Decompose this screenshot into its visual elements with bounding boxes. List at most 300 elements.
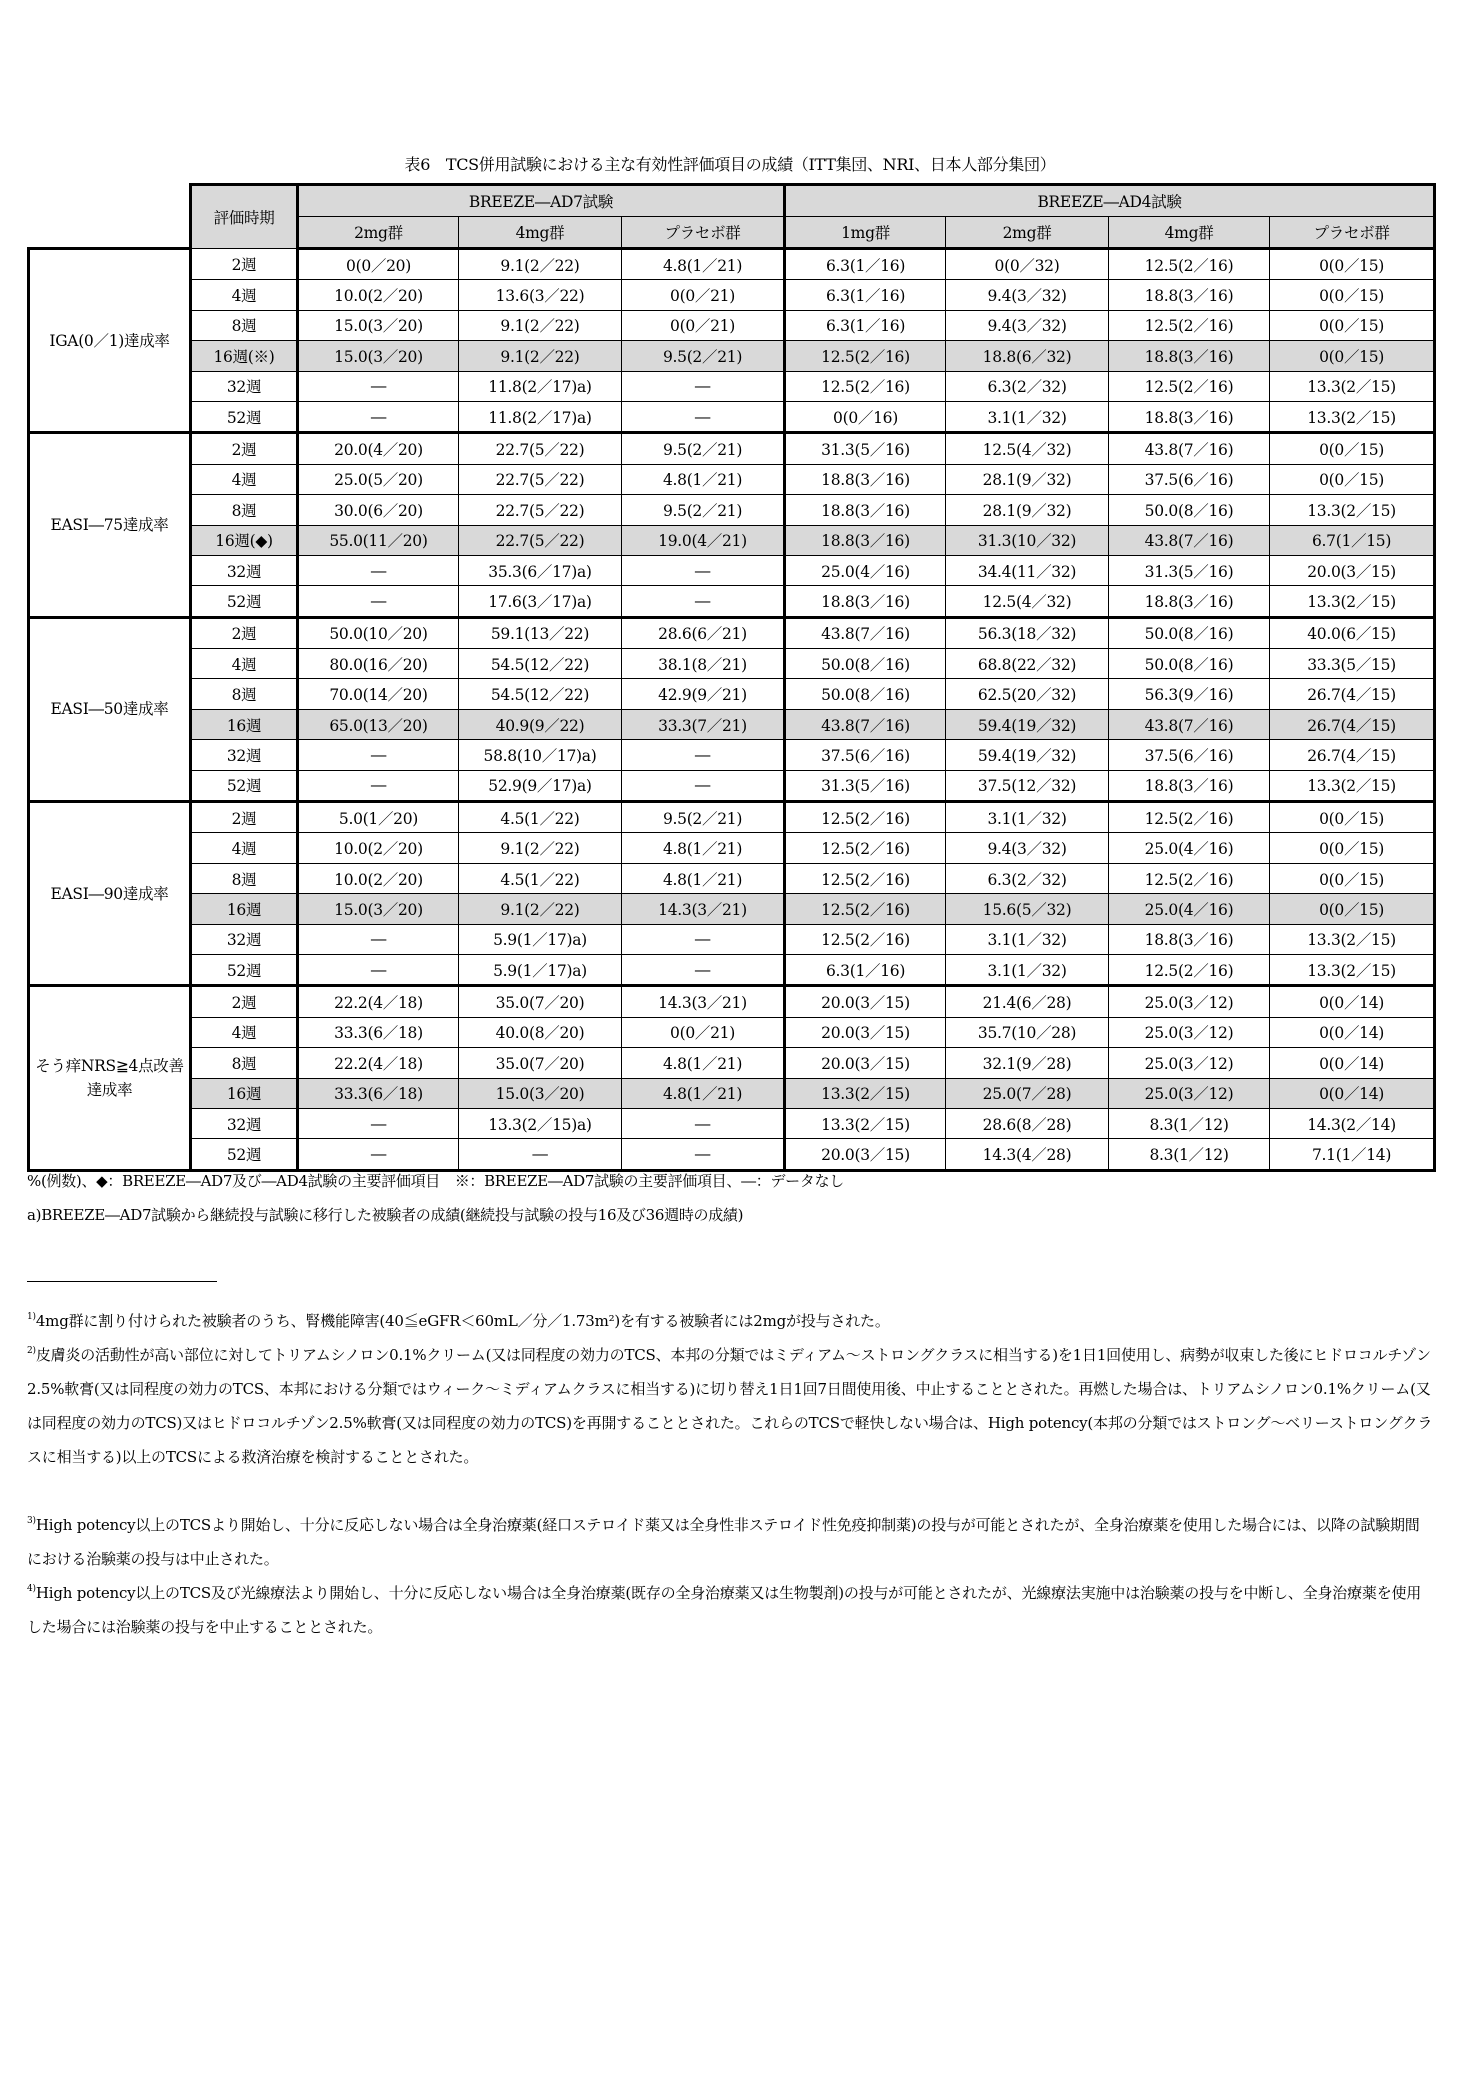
footnote-mark: 1) [27, 1312, 36, 1322]
value-cell: 25.0(4／16) [1109, 833, 1270, 863]
value-cell: 13.3(2／15) [1270, 954, 1435, 985]
value-cell: 25.0(3／12) [1109, 1078, 1270, 1108]
value-cell: 18.8(3／16) [785, 495, 946, 525]
value-cell: 6.3(1／16) [785, 310, 946, 340]
value-cell: 25.0(4／16) [1109, 894, 1270, 924]
value-cell: 25.0(3／12) [1109, 986, 1270, 1017]
value-cell: 0(0／14) [1270, 986, 1435, 1017]
table-row [29, 770, 1435, 801]
value-cell: 20.0(3／15) [785, 1017, 946, 1047]
value-cell: 26.7(4／15) [1270, 679, 1435, 709]
value-cell: 4.8(1／21) [622, 464, 785, 494]
value-cell: 3.1(1／32) [946, 802, 1109, 833]
value-cell: 20.0(3／15) [1270, 555, 1435, 585]
value-cell: 55.0(11／20) [298, 525, 459, 555]
value-cell: 3.1(1／32) [946, 924, 1109, 954]
value-cell: 12.5(2／16) [1109, 310, 1270, 340]
value-cell: ― [622, 1139, 785, 1170]
table-row [29, 1078, 1435, 1108]
value-cell: 14.3(2／14) [1270, 1108, 1435, 1138]
footnote [27, 1304, 1433, 1338]
table-row [29, 433, 1435, 464]
timepoint-cell: 16週(※) [191, 341, 298, 371]
value-cell: 17.6(3／17)a) [459, 586, 622, 617]
timepoint-cell: 32週 [191, 555, 298, 585]
value-cell: 4.8(1／21) [622, 1048, 785, 1078]
value-cell: 4.8(1／21) [622, 833, 785, 863]
value-cell: 20.0(3／15) [785, 1139, 946, 1170]
value-cell: 0(0／32) [946, 249, 1109, 280]
table-row [29, 986, 1435, 1017]
value-cell: 28.1(9／32) [946, 495, 1109, 525]
value-cell: 15.0(3／20) [298, 310, 459, 340]
timepoint-cell: 2週 [191, 249, 298, 280]
value-cell: 40.9(9／22) [459, 709, 622, 739]
table-row [29, 464, 1435, 494]
timepoint-cell: 52週 [191, 954, 298, 985]
value-cell: 33.3(7／21) [622, 709, 785, 739]
value-cell: 9.5(2／21) [622, 341, 785, 371]
value-cell: 13.6(3／22) [459, 280, 622, 310]
value-cell: 0(0／15) [1270, 433, 1435, 464]
value-cell: 80.0(16／20) [298, 649, 459, 679]
table-row [29, 894, 1435, 924]
value-cell: 6.7(1／15) [1270, 525, 1435, 555]
value-cell: 9.5(2／21) [622, 802, 785, 833]
endpoint-label: IGA(0／1)達成率 [29, 249, 191, 433]
value-cell: 28.1(9／32) [946, 464, 1109, 494]
value-cell: 15.0(3／20) [298, 894, 459, 924]
table-row [29, 802, 1435, 833]
timepoint-cell: 16週 [191, 894, 298, 924]
table-row [29, 1108, 1435, 1138]
table-row [29, 249, 1435, 280]
table-row [29, 863, 1435, 893]
value-cell: 15.0(3／20) [459, 1078, 622, 1108]
value-cell: ― [622, 555, 785, 585]
value-cell: 26.7(4／15) [1270, 740, 1435, 770]
value-cell: 12.5(2／16) [785, 924, 946, 954]
table-row [29, 310, 1435, 340]
value-cell: 70.0(14／20) [298, 679, 459, 709]
header-timepoint: 評価時期 [191, 185, 298, 249]
value-cell: 0(0／21) [622, 310, 785, 340]
timepoint-cell: 4週 [191, 1017, 298, 1047]
value-cell: ― [298, 401, 459, 432]
value-cell: 28.6(8／28) [946, 1108, 1109, 1138]
value-cell: 0(0／14) [1270, 1017, 1435, 1047]
value-cell: 7.1(1／14) [1270, 1139, 1435, 1170]
value-cell: 25.0(3／12) [1109, 1017, 1270, 1047]
value-cell: 50.0(8／16) [1109, 617, 1270, 648]
value-cell: 18.8(3／16) [1109, 401, 1270, 432]
table-row [29, 1017, 1435, 1047]
footnote-separator [27, 1281, 217, 1282]
value-cell: 22.2(4／18) [298, 1048, 459, 1078]
timepoint-cell: 16週(◆) [191, 525, 298, 555]
table-title: 表6 TCS併用試験における主な有効性評価項目の成績（ITT集団、NRI、日本人部分集団） [404, 155, 1056, 174]
value-cell: 0(0／15) [1270, 833, 1435, 863]
value-cell: 14.3(3／21) [622, 894, 785, 924]
value-cell: 13.3(2／15) [1270, 586, 1435, 617]
value-cell: ― [622, 1108, 785, 1138]
value-cell: 0(0／14) [1270, 1048, 1435, 1078]
value-cell: 0(0／15) [1270, 894, 1435, 924]
value-cell: 13.3(2／15)a) [459, 1108, 622, 1138]
timepoint-cell: 8週 [191, 863, 298, 893]
value-cell: 58.8(10／17)a) [459, 740, 622, 770]
value-cell: 33.3(5／15) [1270, 649, 1435, 679]
value-cell: 0(0／14) [1270, 1078, 1435, 1108]
value-cell: 18.8(6／32) [946, 341, 1109, 371]
footnote-mark: 4) [27, 1584, 36, 1594]
value-cell: 12.5(2／16) [785, 894, 946, 924]
value-cell: 0(0／21) [622, 280, 785, 310]
timepoint-cell: 2週 [191, 986, 298, 1017]
value-cell: 9.4(3／32) [946, 280, 1109, 310]
timepoint-cell: 8週 [191, 310, 298, 340]
value-cell: 9.1(2／22) [459, 341, 622, 371]
value-cell: 4.5(1／22) [459, 863, 622, 893]
endpoint-label: EASI―75達成率 [29, 433, 191, 617]
footnote-text: High potency以上のTCS及び光線療法より開始し、十分に反応しない場合は全身治療薬(既存の全身治療薬又は生物製剤)の投与が可能とされたが、光線療法実施中は治験薬の投与を中断し、全身治療薬を使用した場合には治験薬の投与を中止することとされた。 [27, 1584, 1422, 1636]
value-cell: 43.8(7／16) [1109, 525, 1270, 555]
table-row [29, 740, 1435, 770]
footnote-text: High potency以上のTCSより開始し、十分に反応しない場合は全身治療薬(経口ステロイド薬又は全身性非ステロイド性免疫抑制薬)の投与が可能とされたが、全身治療薬を使用した場合には、以降の試験期間における治験薬の投与は中止された。 [27, 1516, 1420, 1568]
footnote-mark: 3) [27, 1516, 36, 1526]
endpoint-label: EASI―50達成率 [29, 617, 191, 801]
table-row [29, 401, 1435, 432]
value-cell: 68.8(22／32) [946, 649, 1109, 679]
footnote [27, 1338, 1433, 1474]
value-cell: 13.3(2／15) [1270, 401, 1435, 432]
value-cell: 18.8(3／16) [785, 525, 946, 555]
value-cell: 33.3(6／18) [298, 1017, 459, 1047]
timepoint-cell: 8週 [191, 495, 298, 525]
value-cell: 28.6(6／21) [622, 617, 785, 648]
header-group: プラセボ群 [622, 217, 785, 249]
value-cell: 12.5(2／16) [785, 802, 946, 833]
value-cell: 33.3(6／18) [298, 1078, 459, 1108]
table-row [29, 555, 1435, 585]
value-cell: ― [459, 1139, 622, 1170]
value-cell: 32.1(9／28) [946, 1048, 1109, 1078]
value-cell: ― [622, 770, 785, 801]
value-cell: ― [298, 1139, 459, 1170]
value-cell: 6.3(2／32) [946, 371, 1109, 401]
value-cell: ― [298, 555, 459, 585]
value-cell: 59.4(19／32) [946, 709, 1109, 739]
value-cell: 31.3(5／16) [785, 770, 946, 801]
timepoint-cell: 4週 [191, 833, 298, 863]
value-cell: 18.8(3／16) [1109, 280, 1270, 310]
value-cell: 20.0(4／20) [298, 433, 459, 464]
value-cell: ― [622, 586, 785, 617]
value-cell: 12.5(2／16) [1109, 954, 1270, 985]
table-row [29, 495, 1435, 525]
value-cell: ― [622, 740, 785, 770]
footnote-text: 4mg群に割り付けられた被験者のうち、腎機能障害(40≦eGFR＜60mL／分／1.73m²)を有する被験者には2mgが投与された。 [35, 1312, 890, 1330]
value-cell: 14.3(4／28) [946, 1139, 1109, 1170]
value-cell: 0(0／15) [1270, 341, 1435, 371]
value-cell: 50.0(8／16) [785, 679, 946, 709]
value-cell: 12.5(4／32) [946, 586, 1109, 617]
value-cell: 9.1(2／22) [459, 249, 622, 280]
value-cell: 22.7(5／22) [459, 464, 622, 494]
timepoint-cell: 2週 [191, 802, 298, 833]
timepoint-cell: 8週 [191, 679, 298, 709]
value-cell: 25.0(5／20) [298, 464, 459, 494]
value-cell: 0(0／20) [298, 249, 459, 280]
header-group: 2mg群 [298, 217, 459, 249]
value-cell: 40.0(6／15) [1270, 617, 1435, 648]
value-cell: 43.8(7／16) [1109, 709, 1270, 739]
value-cell: 37.5(6／16) [1109, 740, 1270, 770]
table-row [29, 586, 1435, 617]
timepoint-cell: 2週 [191, 433, 298, 464]
value-cell: 11.8(2／17)a) [459, 371, 622, 401]
footnote [27, 1576, 1433, 1644]
value-cell: 9.4(3／32) [946, 833, 1109, 863]
value-cell: 0(0／15) [1270, 310, 1435, 340]
value-cell: ― [622, 924, 785, 954]
value-cell: 12.5(2／16) [785, 341, 946, 371]
value-cell: 12.5(2／16) [1109, 249, 1270, 280]
timepoint-cell: 4週 [191, 649, 298, 679]
value-cell: 12.5(2／16) [785, 371, 946, 401]
timepoint-cell: 32週 [191, 371, 298, 401]
value-cell: 18.8(3／16) [1109, 924, 1270, 954]
header-group: プラセボ群 [1270, 217, 1435, 249]
value-cell: 43.8(7／16) [785, 617, 946, 648]
table-row [29, 617, 1435, 648]
timepoint-cell: 16週 [191, 709, 298, 739]
value-cell: ― [298, 770, 459, 801]
value-cell: 37.5(6／16) [785, 740, 946, 770]
timepoint-cell: 32週 [191, 1108, 298, 1138]
value-cell: 20.0(3／15) [785, 986, 946, 1017]
value-cell: 35.7(10／28) [946, 1017, 1109, 1047]
value-cell: ― [298, 740, 459, 770]
value-cell: 18.8(3／16) [785, 586, 946, 617]
value-cell: 25.0(7／28) [946, 1078, 1109, 1108]
value-cell: 12.5(2／16) [1109, 371, 1270, 401]
value-cell: 35.3(6／17)a) [459, 555, 622, 585]
value-cell: 9.1(2／22) [459, 833, 622, 863]
value-cell: 5.9(1／17)a) [459, 954, 622, 985]
footnote-mark: 2) [27, 1346, 36, 1356]
footnote [27, 1508, 1433, 1576]
value-cell: 65.0(13／20) [298, 709, 459, 739]
value-cell: 12.5(2／16) [1109, 863, 1270, 893]
value-cell: 52.9(9／17)a) [459, 770, 622, 801]
timepoint-cell: 32週 [191, 740, 298, 770]
endpoint-label: EASI―90達成率 [29, 802, 191, 986]
value-cell: 25.0(3／12) [1109, 1048, 1270, 1078]
value-cell: 25.0(4／16) [785, 555, 946, 585]
value-cell: 6.3(2／32) [946, 863, 1109, 893]
value-cell: 12.5(2／16) [785, 863, 946, 893]
value-cell: 0(0／21) [622, 1017, 785, 1047]
timepoint-cell: 4週 [191, 464, 298, 494]
value-cell: ― [298, 954, 459, 985]
value-cell: 56.3(9／16) [1109, 679, 1270, 709]
value-cell: 18.8(3／16) [1109, 586, 1270, 617]
header-group: 4mg群 [459, 217, 622, 249]
value-cell: 10.0(2／20) [298, 833, 459, 863]
value-cell: 26.7(4／15) [1270, 709, 1435, 739]
value-cell: 59.4(19／32) [946, 740, 1109, 770]
value-cell: ― [298, 1108, 459, 1138]
table-row [29, 709, 1435, 739]
value-cell: 43.8(7／16) [1109, 433, 1270, 464]
value-cell: 22.7(5／22) [459, 433, 622, 464]
value-cell: 30.0(6／20) [298, 495, 459, 525]
value-cell: 50.0(8／16) [1109, 649, 1270, 679]
value-cell: 0(0／15) [1270, 802, 1435, 833]
timepoint-cell: 52週 [191, 770, 298, 801]
value-cell: ― [622, 371, 785, 401]
value-cell: 13.3(2／15) [1270, 495, 1435, 525]
table-note-a: a)BREEZE―AD7試験から継続投与試験に移行した被験者の成績(継続投与試験の投与16及び36週時の成績) [27, 1206, 744, 1224]
value-cell: 12.5(2／16) [785, 833, 946, 863]
value-cell: 54.5(12／22) [459, 649, 622, 679]
header-group: 4mg群 [1109, 217, 1270, 249]
timepoint-cell: 2週 [191, 617, 298, 648]
value-cell: 9.1(2／22) [459, 894, 622, 924]
value-cell: 13.3(2／15) [1270, 924, 1435, 954]
table-row [29, 341, 1435, 371]
value-cell: 11.8(2／17)a) [459, 401, 622, 432]
value-cell: 0(0／16) [785, 401, 946, 432]
value-cell: 9.4(3／32) [946, 310, 1109, 340]
corner-blank [29, 185, 191, 249]
value-cell: 35.0(7／20) [459, 986, 622, 1017]
value-cell: 3.1(1／32) [946, 401, 1109, 432]
value-cell: 0(0／15) [1270, 280, 1435, 310]
value-cell: ― [298, 924, 459, 954]
value-cell: ― [298, 371, 459, 401]
value-cell: 37.5(6／16) [1109, 464, 1270, 494]
value-cell: ― [298, 586, 459, 617]
timepoint-cell: 8週 [191, 1048, 298, 1078]
value-cell: 10.0(2／20) [298, 863, 459, 893]
value-cell: 62.5(20／32) [946, 679, 1109, 709]
value-cell: 10.0(2／20) [298, 280, 459, 310]
value-cell: 18.8(3／16) [785, 464, 946, 494]
value-cell: 4.8(1／21) [622, 1078, 785, 1108]
value-cell: 9.5(2／21) [622, 495, 785, 525]
timepoint-cell: 4週 [191, 280, 298, 310]
value-cell: 50.0(8／16) [1109, 495, 1270, 525]
value-cell: 15.0(3／20) [298, 341, 459, 371]
value-cell: 13.3(2／15) [785, 1078, 946, 1108]
value-cell: 34.4(11／32) [946, 555, 1109, 585]
timepoint-cell: 52週 [191, 401, 298, 432]
table-row [29, 280, 1435, 310]
value-cell: 50.0(10／20) [298, 617, 459, 648]
value-cell: 0(0／15) [1270, 249, 1435, 280]
value-cell: 22.2(4／18) [298, 986, 459, 1017]
table-row [29, 1139, 1435, 1170]
value-cell: 31.3(5／16) [785, 433, 946, 464]
timepoint-cell: 52週 [191, 586, 298, 617]
value-cell: 12.5(4／32) [946, 433, 1109, 464]
table-row [29, 649, 1435, 679]
value-cell: 15.6(5／32) [946, 894, 1109, 924]
value-cell: 13.3(2／15) [1270, 770, 1435, 801]
value-cell: 4.8(1／21) [622, 863, 785, 893]
table-row [29, 679, 1435, 709]
value-cell: 38.1(8／21) [622, 649, 785, 679]
value-cell: 9.5(2／21) [622, 433, 785, 464]
value-cell: 19.0(4／21) [622, 525, 785, 555]
endpoint-label: そう痒NRS≧4点改善達成率 [29, 986, 191, 1170]
table-row [29, 1048, 1435, 1078]
value-cell: 18.8(3／16) [1109, 770, 1270, 801]
footnote-text: 皮膚炎の活動性が高い部位に対してトリアムシノロン0.1%クリーム(又は同程度の効力のTCS、本邦の分類ではミディアム～ストロングクラスに相当する)を1日1回使用し、病勢が収束した後にヒドロコルチゾン2.5%軟膏(又は同程度の効力のTCS、本邦における分類ではウィーク～ミディアムクラスに相当する)に切り替え1日1回7日間使用後、中止することとされた。再燃した場合は、トリアムシノロン0.1%クリーム(又は同程度の効力のTCS)又はヒドロコルチゾン2.5%軟膏(又は同程度の効力のTCS)を再開することとされた。これらのTCSで軽快しない場合は、High potency(本邦の分類ではストロング～ベリーストロングクラスに相当する)以上のTCSによる救済治療を検討することとされた。 [27, 1346, 1433, 1466]
value-cell: 6.3(1／16) [785, 280, 946, 310]
value-cell: 4.5(1／22) [459, 802, 622, 833]
value-cell: 22.7(5／22) [459, 495, 622, 525]
value-cell: 31.3(10／32) [946, 525, 1109, 555]
value-cell: 40.0(8／20) [459, 1017, 622, 1047]
value-cell: 14.3(3／21) [622, 986, 785, 1017]
value-cell: 5.9(1／17)a) [459, 924, 622, 954]
value-cell: 5.0(1／20) [298, 802, 459, 833]
timepoint-cell: 16週 [191, 1078, 298, 1108]
value-cell: 20.0(3／15) [785, 1048, 946, 1078]
value-cell: 50.0(8／16) [785, 649, 946, 679]
header-study-ad4: BREEZE―AD4試験 [785, 185, 1435, 217]
header-study-ad7: BREEZE―AD7試験 [298, 185, 785, 217]
table-row [29, 924, 1435, 954]
value-cell: 8.3(1／12) [1109, 1139, 1270, 1170]
value-cell: 0(0／15) [1270, 863, 1435, 893]
value-cell: 13.3(2／15) [785, 1108, 946, 1138]
value-cell: 0(0／15) [1270, 464, 1435, 494]
table-row [29, 954, 1435, 985]
value-cell: 12.5(2／16) [1109, 802, 1270, 833]
efficacy-table [27, 183, 1436, 1172]
timepoint-cell: 52週 [191, 1139, 298, 1170]
value-cell: ― [622, 401, 785, 432]
table-row [29, 371, 1435, 401]
value-cell: 31.3(5／16) [1109, 555, 1270, 585]
table-row [29, 833, 1435, 863]
value-cell: 9.1(2／22) [459, 310, 622, 340]
header-group: 2mg群 [946, 217, 1109, 249]
value-cell: 59.1(13／22) [459, 617, 622, 648]
value-cell: 8.3(1／12) [1109, 1108, 1270, 1138]
value-cell: 56.3(18／32) [946, 617, 1109, 648]
value-cell: 22.7(5／22) [459, 525, 622, 555]
value-cell: 3.1(1／32) [946, 954, 1109, 985]
value-cell: 43.8(7／16) [785, 709, 946, 739]
value-cell: 18.8(3／16) [1109, 341, 1270, 371]
value-cell: 4.8(1／21) [622, 249, 785, 280]
header-group: 1mg群 [785, 217, 946, 249]
table-legend: %(例数)、◆：BREEZE―AD7及び―AD4試験の主要評価項目 ※：BREEZE―AD7試験の主要評価項目、―：データなし [27, 1172, 844, 1190]
value-cell: 6.3(1／16) [785, 954, 946, 985]
timepoint-cell: 32週 [191, 924, 298, 954]
value-cell: 6.3(1／16) [785, 249, 946, 280]
value-cell: 13.3(2／15) [1270, 371, 1435, 401]
value-cell: 42.9(9／21) [622, 679, 785, 709]
value-cell: 35.0(7／20) [459, 1048, 622, 1078]
value-cell: 37.5(12／32) [946, 770, 1109, 801]
value-cell: ― [622, 954, 785, 985]
